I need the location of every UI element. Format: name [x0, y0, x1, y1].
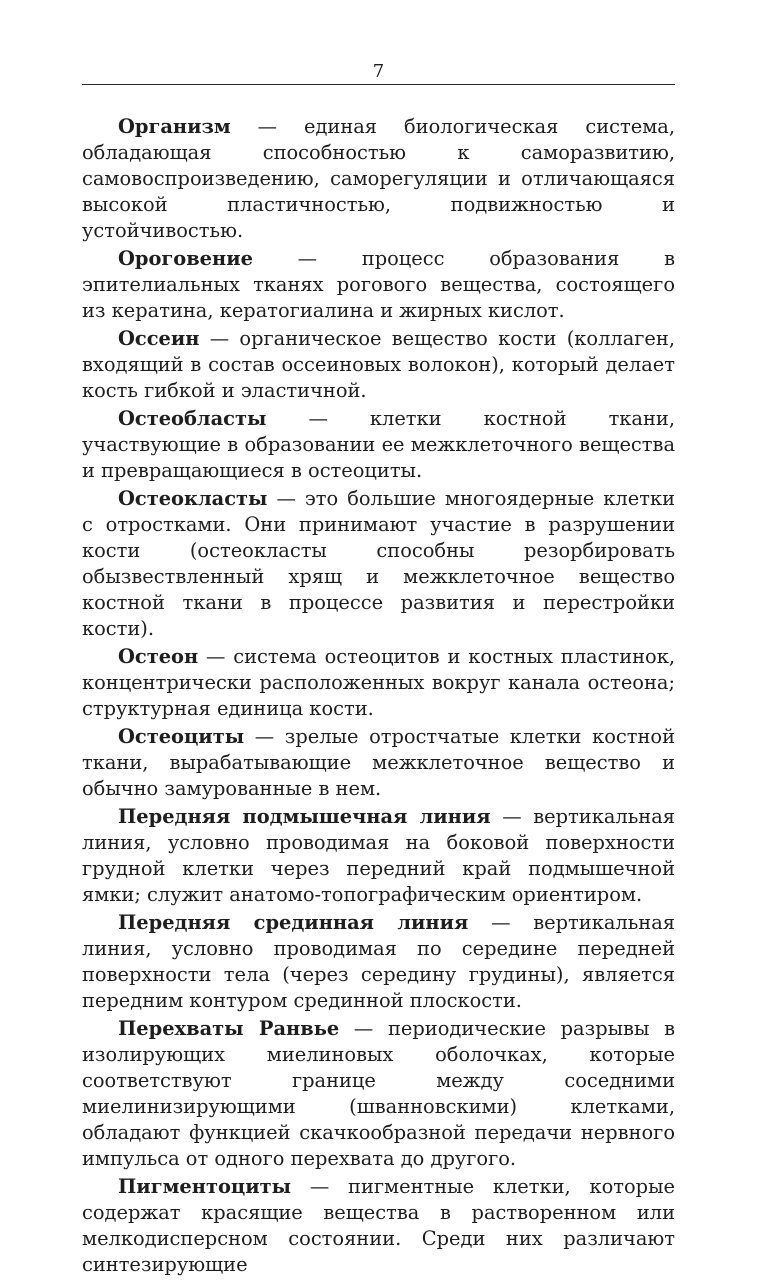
- entry-term: Передняя подмышечная линия: [118, 805, 491, 828]
- entry-term: Оссеин: [118, 327, 200, 350]
- glossary-entry: [82, 910, 675, 1014]
- header-rule: [82, 84, 675, 85]
- entry-term: Перехваты Ранвье: [118, 1017, 340, 1040]
- entry-definition: — это большие многоядерные клетки с отростками. Они принимают участие в разрушении кости (остеокласты способны резорбировать обызвествленный хрящ и межклеточное вещество костной ткани в процессе развития и перестройки кости).: [82, 487, 675, 640]
- entry-definition: — вертикальная линия, условно проводимая по середине передней поверхности тела (через середину грудины), является передним контуром срединной плоскости.: [82, 911, 675, 1012]
- glossary-entry: [82, 246, 675, 324]
- entry-term: Организм: [118, 115, 231, 138]
- glossary-entry: [82, 724, 675, 802]
- entry-term: Остеокласты: [118, 487, 268, 510]
- entry-definition: — клетки костной ткани, участвующие в образовании ее межклеточного вещества и превращающиеся в остеоциты.: [82, 407, 675, 482]
- entry-term: Ороговение: [118, 247, 253, 270]
- glossary-entry: [82, 644, 675, 722]
- page-number: 7: [372, 61, 385, 82]
- glossary-entry: [82, 326, 675, 404]
- entry-term: Остеобласты: [118, 407, 267, 430]
- entry-term: Пигментоциты: [118, 1175, 292, 1198]
- glossary-entry: [82, 406, 675, 484]
- entry-definition: — система остеоцитов и костных пластинок, концентрически расположенных вокруг канала остеона; структурная единица кости.: [82, 645, 675, 720]
- glossary-entry: [82, 1174, 675, 1278]
- entry-term: Остеон: [118, 645, 199, 668]
- glossary-entry: [82, 114, 675, 244]
- entry-definition: — органическое вещество кости (коллаген, входящий в состав оссеиновых волокон), который делает кость гибкой и эластичной.: [82, 327, 675, 402]
- entry-definition: — единая биологическая система, обладающая способностью к саморазвитию, самовоспроизведению, саморегуляции и отличающаяся высокой пластичностью, подвижностью и устойчивостью.: [82, 115, 675, 242]
- entry-definition: — пигментные клетки, которые содержат красящие вещества в растворенном или мелкодисперсном состоянии. Среди них различают синтезирующие: [82, 1175, 675, 1276]
- entry-definition: — вертикальная линия, условно проводимая на боковой поверхности грудной клетки через передний край подмышечной ямки; служит анатомо-топографическим ориентиром.: [82, 805, 675, 906]
- entry-definition: — процесс образования в эпителиальных тканях рогового вещества, состоящего из кератина, кератогиалина и жирных кислот.: [82, 247, 675, 322]
- glossary-content: [82, 114, 675, 1280]
- glossary-entry: [82, 1016, 675, 1172]
- glossary-entry: [82, 486, 675, 642]
- glossary-entry: [82, 804, 675, 908]
- entry-term: Передняя срединная линия: [118, 911, 469, 934]
- entry-definition: — периодические разрывы в изолирующих миелиновых оболочках, которые соответствуют границе между соседними миелинизирующими (шванновскими) клетками, обладают функцией скачкообразной передачи нервного импульса от одного перехвата до другого.: [82, 1017, 676, 1170]
- entry-definition: — зрелые отростчатые клетки костной ткани, вырабатывающие межклеточное вещество и обычно замурованные в нем.: [82, 725, 675, 800]
- entry-term: Остеоциты: [118, 725, 245, 748]
